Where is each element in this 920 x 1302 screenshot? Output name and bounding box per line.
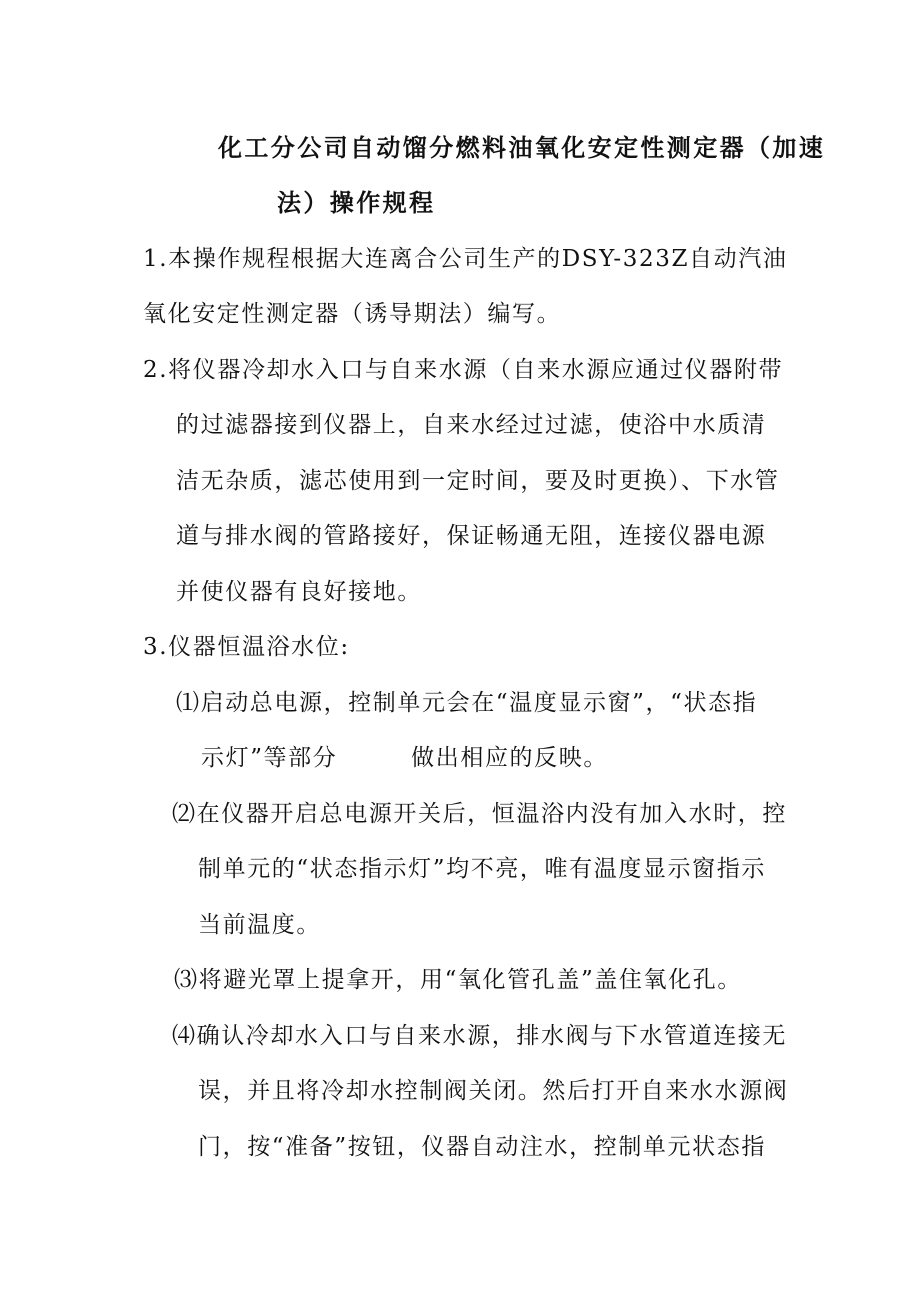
- item-3-sub-2-line-2: 制单元的“状态指示灯”均不亮，唯有温度显示窗指示: [198, 856, 766, 882]
- item-2-line-5: 并使仪器有良好接地。: [176, 579, 422, 605]
- item-2-line-3: 洁无杂质，滤芯使用到一定时间，要及时更换）、下水管: [176, 468, 780, 494]
- item-2-line-4: 道与排水阀的管路接好，保证畅通无阻，连接仪器电源: [176, 523, 767, 549]
- item-3-sub-2-line-1: ⑵在仪器开启总电源开关后，恒温浴内没有加入水时，控: [172, 801, 787, 827]
- item-3-sub-4-line-1: ⑷确认冷却水入口与自来水源，排水阀与下水管道连接无: [172, 1023, 787, 1049]
- item-1-line-2: 氧化安定性测定器（诱导期法）编写。: [143, 301, 562, 327]
- item-3-sub-4-line-2: 误，并且将冷却水控制阀关闭。然后打开自来水水源阀: [198, 1078, 789, 1104]
- item-3-heading: 3.仪器恒温浴水位:: [143, 634, 350, 660]
- item-3-sub-3-line-1: ⑶将避光罩上提拿开，用“氧化管孔盖”盖住氧化孔。: [174, 967, 742, 993]
- item-3-sub-2-line-3: 当前温度。: [198, 912, 321, 938]
- item-1-line-1: 1.本操作规程根据大连离合公司生产的DSY-323Z自动汽油: [143, 246, 788, 272]
- item-3-sub-4-line-3: 门，按“准备”按钮，仪器自动注水，控制单元状态指: [198, 1134, 766, 1160]
- document-title-line-1: 化工分公司自动馏分燃料油氧化安定性测定器（加速: [218, 134, 826, 162]
- item-3-sub-1-line-2: 示灯”等部分 做出相应的反映。: [201, 745, 608, 771]
- item-2-line-2: 的过滤器接到仪器上，自来水经过过滤，使浴中水质清: [176, 412, 767, 438]
- item-3-sub-1-line-1: ⑴启动总电源，控制单元会在“温度显示窗”，“状态指: [176, 690, 758, 716]
- item-2-line-1: 2.将仪器冷却水入口与自来水源（自来水源应通过仪器附带: [143, 357, 784, 383]
- document-title-line-2: 法）操作规程: [277, 189, 436, 217]
